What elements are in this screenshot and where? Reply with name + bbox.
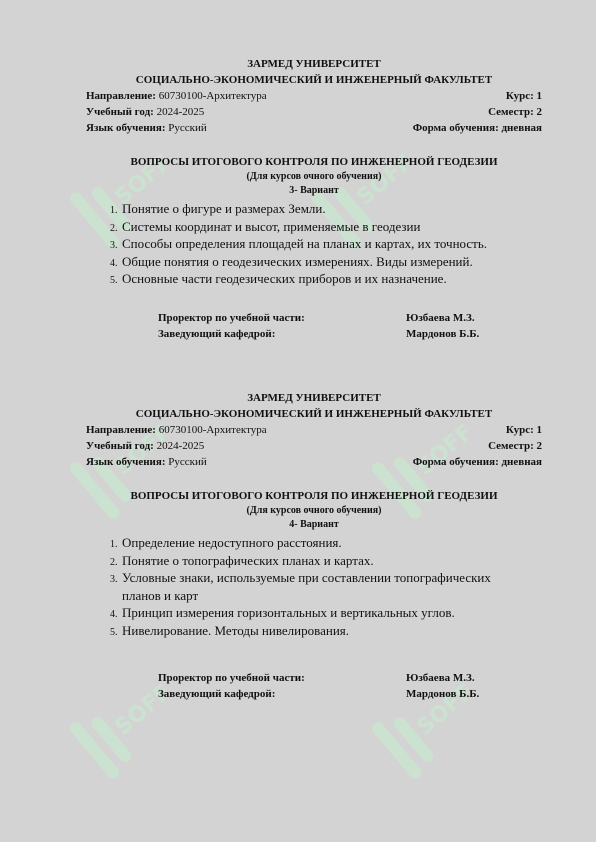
question-item: 3. Способы определения площадей на планах и картах, их точность. [120,235,542,253]
year-value: 2024-2025 [153,440,205,452]
exam-card-variant-3 [86,56,542,288]
head-label: Заведующий кафедрой: [158,328,276,340]
question-item: 5. Основные части геодезических приборов и их назначение. [120,270,542,288]
svg-text:SOFF: SOFF [352,150,410,211]
prorector-label: Проректор по учебной части: [158,312,305,324]
questions-list [86,200,542,288]
questions-title: ВОПРОСЫ ИТОГОВОГО КОНТРОЛЯ ПО ИНЖЕНЕРНОЙ ГЕОДЕЗИИ [130,490,498,502]
language-label: Язык обучения: [86,456,166,468]
soff-logo-icon [58,680,168,790]
head-name: Мардонов Б.Б. [406,328,480,340]
question-item: 4. Общие понятия о геодезических измерениях. Виды измерений. [120,253,542,271]
prorector-label: Проректор по учебной части: [158,672,305,684]
head-name: Мардонов Б.Б. [406,688,480,700]
language-value: Русский [165,456,207,468]
question-item: 4. Принцип измерения горизонтальных и вертикальных углов. [120,604,542,622]
course: Курс: 1 [505,424,542,436]
semester: Семестр: 2 [488,440,542,452]
svg-text:SOFF: SOFF [412,680,470,741]
language-label: Язык обучения: [86,122,166,134]
svg-text:SOFF: SOFF [110,680,168,741]
signatures-variant-4 [158,670,488,702]
study-form: Форма обучения: дневная [412,456,542,468]
signatures-variant-3 [158,310,488,342]
info-row-year [86,104,542,120]
question-item: 1. Понятие о фигуре и размерах Земли. [120,200,542,218]
prorector-name: Юзбаева М.З. [406,312,475,324]
svg-text:SOFF: SOFF [110,150,168,211]
language-value: Русский [165,122,207,134]
year-value: 2024-2025 [153,106,205,118]
questions-list [86,534,542,639]
question-item: 2. Понятие о топографических планах и картах. [120,552,542,570]
university-name: ЗАРМЕД УНИВЕРСИТЕТ [247,58,381,70]
questions-subtitle: (Для курсов очного обучения) [246,505,382,516]
questions-subtitle: (Для курсов очного обучения) [246,171,382,182]
variant-label: 4- Вариант [289,519,339,530]
svg-text:SOFF: SOFF [110,420,168,481]
info-row-direction [86,422,542,438]
direction-value: 60730100-Архитектура [155,90,267,102]
info-row-year [86,438,542,454]
head-label: Заведующий кафедрой: [158,688,276,700]
variant-label: 3- Вариант [289,185,339,196]
direction-label: Направление: [86,90,156,102]
direction-value: 60730100-Архитектура [155,424,267,436]
svg-text:SOFF: SOFF [412,420,470,481]
exam-card-variant-4 [86,390,542,639]
course: Курс: 1 [505,90,542,102]
info-row-language [86,454,542,470]
question-item: 5. Нивелирование. Методы нивелирования. [120,622,542,640]
questions-title: ВОПРОСЫ ИТОГОВОГО КОНТРОЛЯ ПО ИНЖЕНЕРНОЙ ГЕОДЕЗИИ [130,156,498,168]
year-label: Учебный год: [86,106,154,118]
university-name: ЗАРМЕД УНИВЕРСИТЕТ [247,392,381,404]
faculty-name: СОЦИАЛЬНО-ЭКОНОМИЧЕСКИЙ И ИНЖЕНЕРНЫЙ ФАКУЛЬТЕТ [135,74,493,86]
info-row-language [86,120,542,136]
faculty-name: СОЦИАЛЬНО-ЭКОНОМИЧЕСКИЙ И ИНЖЕНЕРНЫЙ ФАКУЛЬТЕТ [135,408,493,420]
study-form: Форма обучения: дневная [412,122,542,134]
question-item: 3. Условные знаки, используемые при составлении топографических планов и карт [120,569,502,604]
direction-label: Направление: [86,424,156,436]
year-label: Учебный год: [86,440,154,452]
question-item: 2. Системы координат и высот, применяемые в геодезии [120,218,542,236]
info-row-direction [86,88,542,104]
prorector-name: Юзбаева М.З. [406,672,475,684]
semester: Семестр: 2 [488,106,542,118]
question-item: 1. Определение недоступного расстояния. [120,534,542,552]
